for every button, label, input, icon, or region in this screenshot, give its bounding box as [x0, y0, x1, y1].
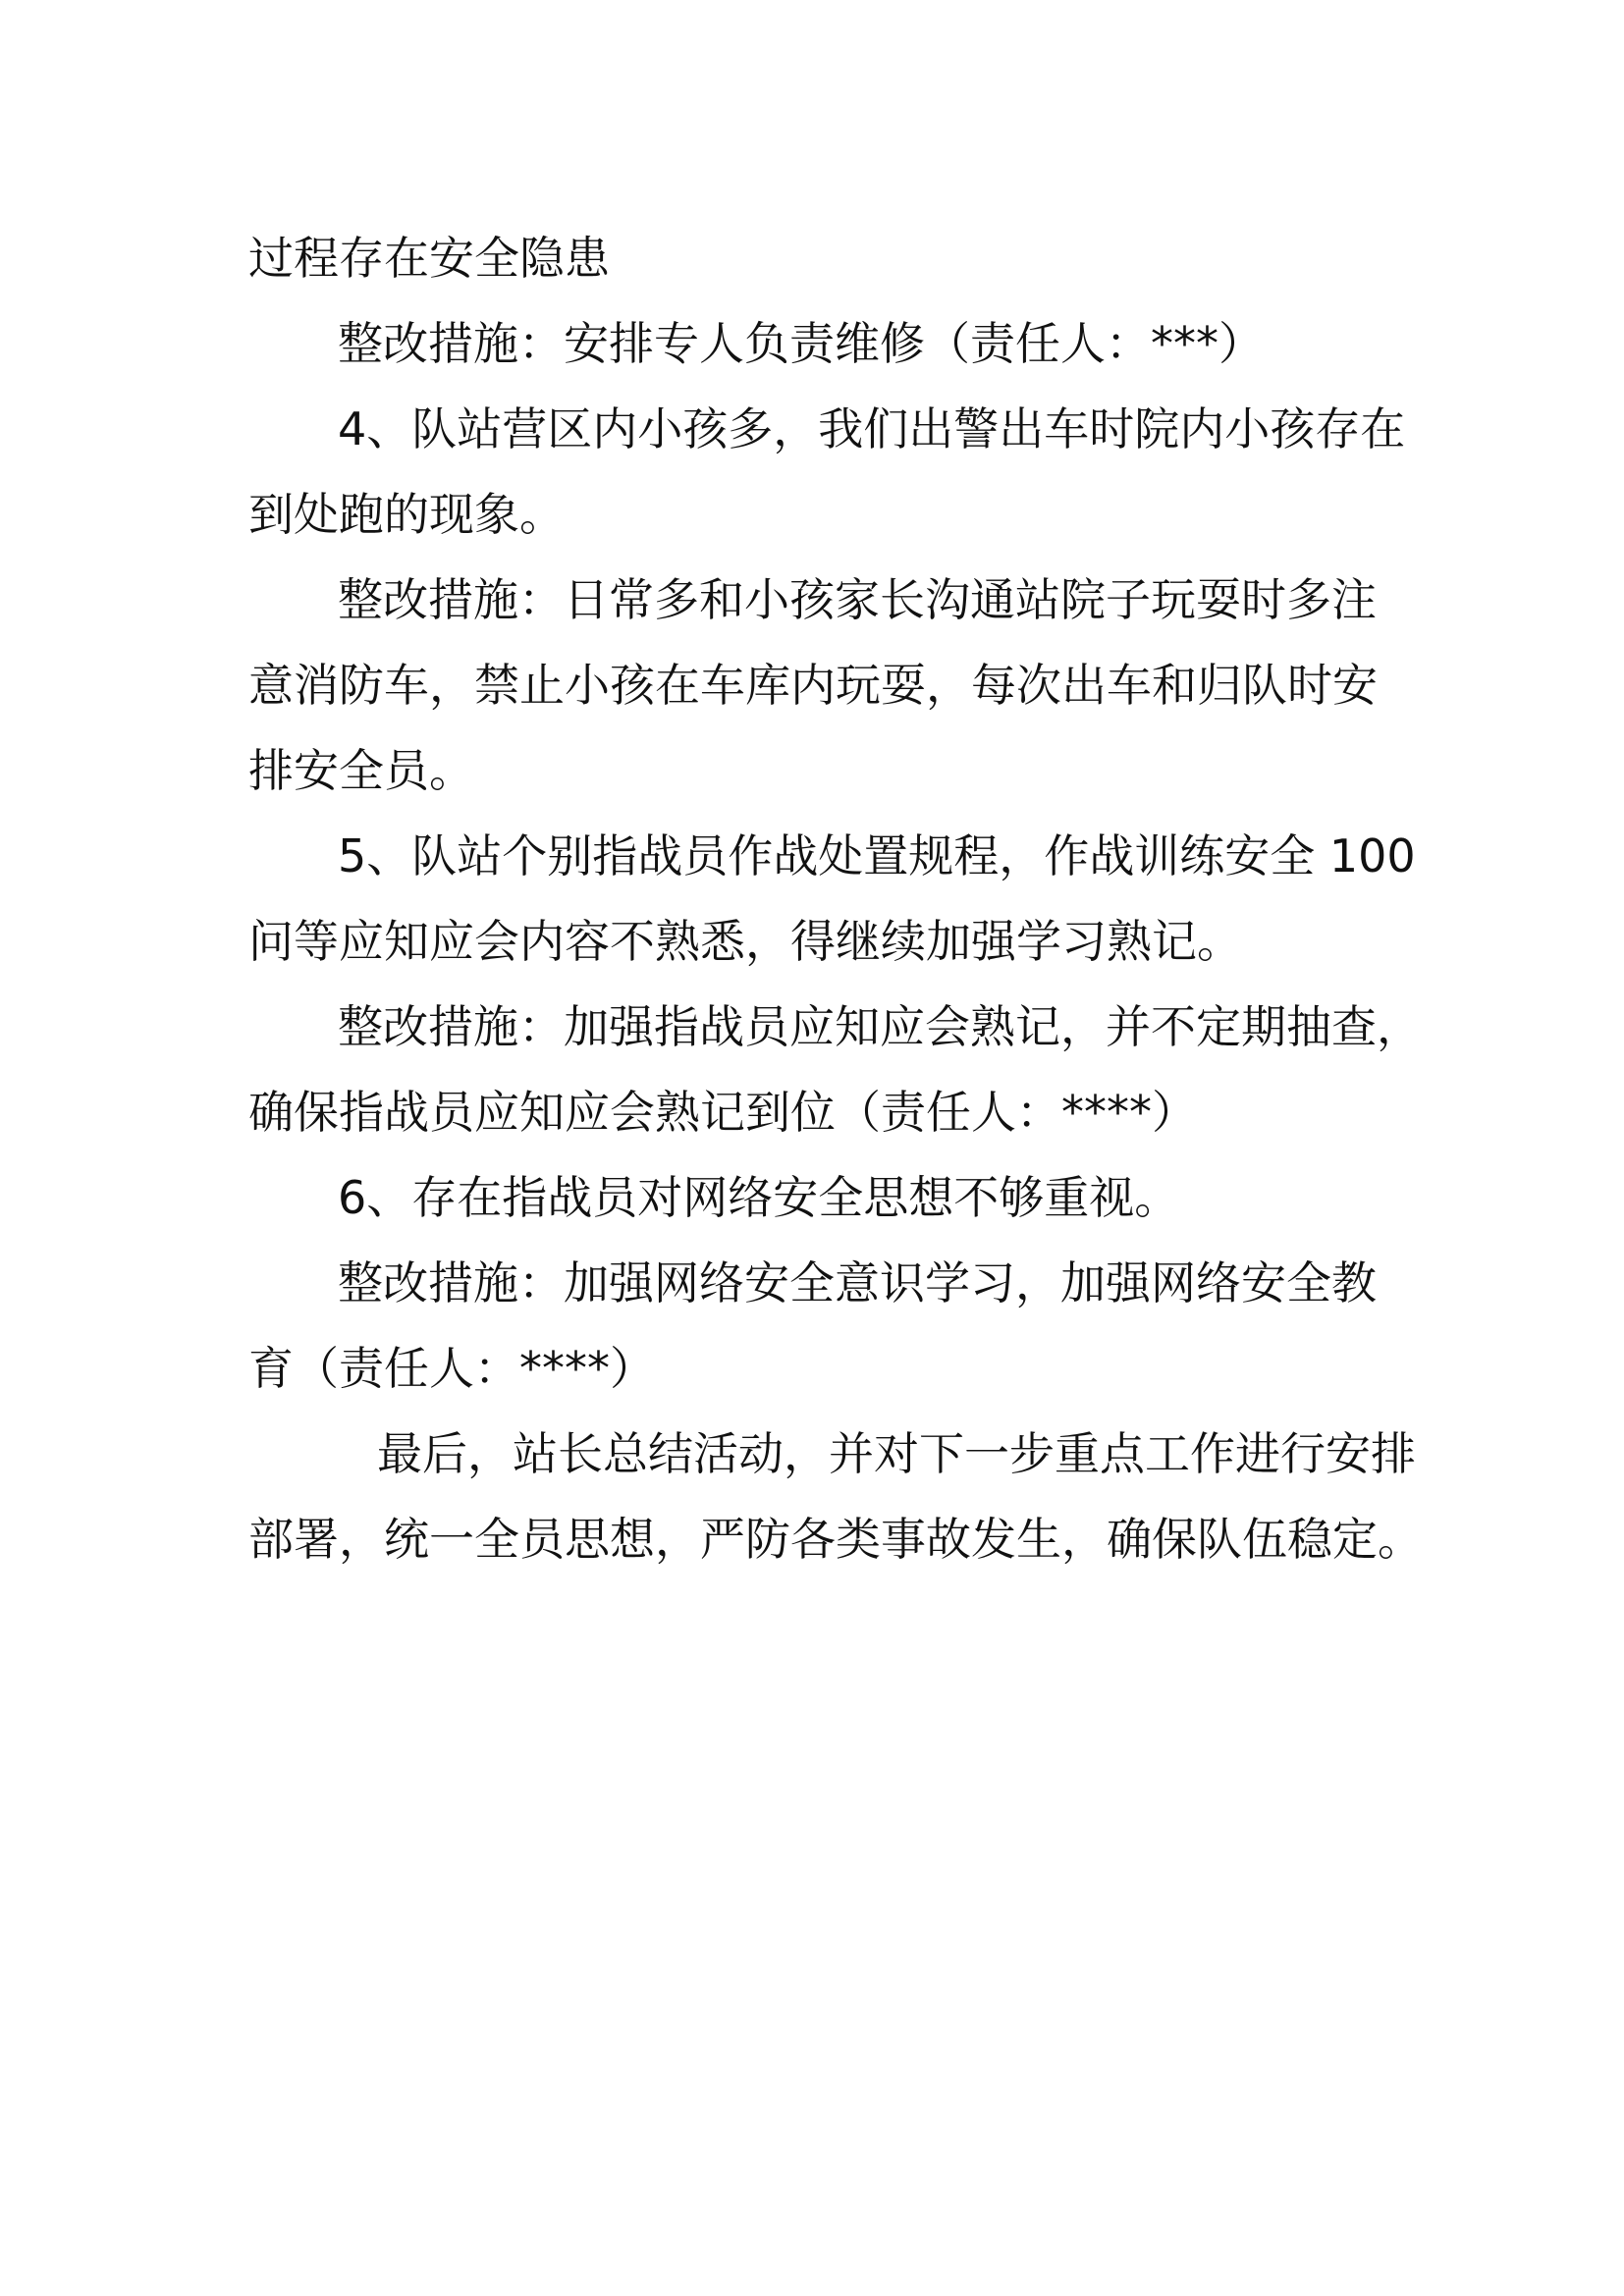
text-line: 4、队站营区内小孩多，我们出警出车时院内小孩存在	[338, 402, 1406, 455]
text-line: 整改措施：日常多和小孩家长沟通站院子玩耍时多注	[338, 573, 1377, 626]
text-line: 问等应知应会内容不熟悉，得继续加强学习熟记。	[248, 915, 1242, 968]
text-line: 整改措施：安排专人负责维修（责任人：***）	[338, 317, 1264, 370]
text-line: 5、队站个别指战员作战处置规程，作战训练安全 100	[338, 829, 1416, 882]
text-line: 确保指战员应知应会熟记到位（责任人：****）	[248, 1086, 1197, 1139]
text-line: 整改措施：加强指战员应知应会熟记，并不定期抽查，	[338, 1000, 1422, 1053]
text-line: 到处跑的现象。	[248, 488, 565, 541]
text-line: 育（责任人：****）	[248, 1342, 655, 1395]
text-line: 过程存在安全隐患	[248, 232, 610, 285]
text-line: 排安全员。	[248, 744, 474, 797]
text-line: 意消防车，禁止小孩在车库内玩耍，每次出车和归队时安	[248, 659, 1378, 712]
text-line: 最后，站长总结活动，并对下一步重点工作进行安排	[377, 1427, 1416, 1480]
text-line: 6、存在指战员对网络安全思想不够重视。	[338, 1171, 1180, 1224]
document-page	[248, 216, 1423, 1582]
text-line: 整改措施：加强网络安全意识学习，加强网络安全教	[338, 1256, 1377, 1309]
text-line: 部署，统一全员思想，严防各类事故发生，确保队伍稳定。	[248, 1513, 1423, 1566]
